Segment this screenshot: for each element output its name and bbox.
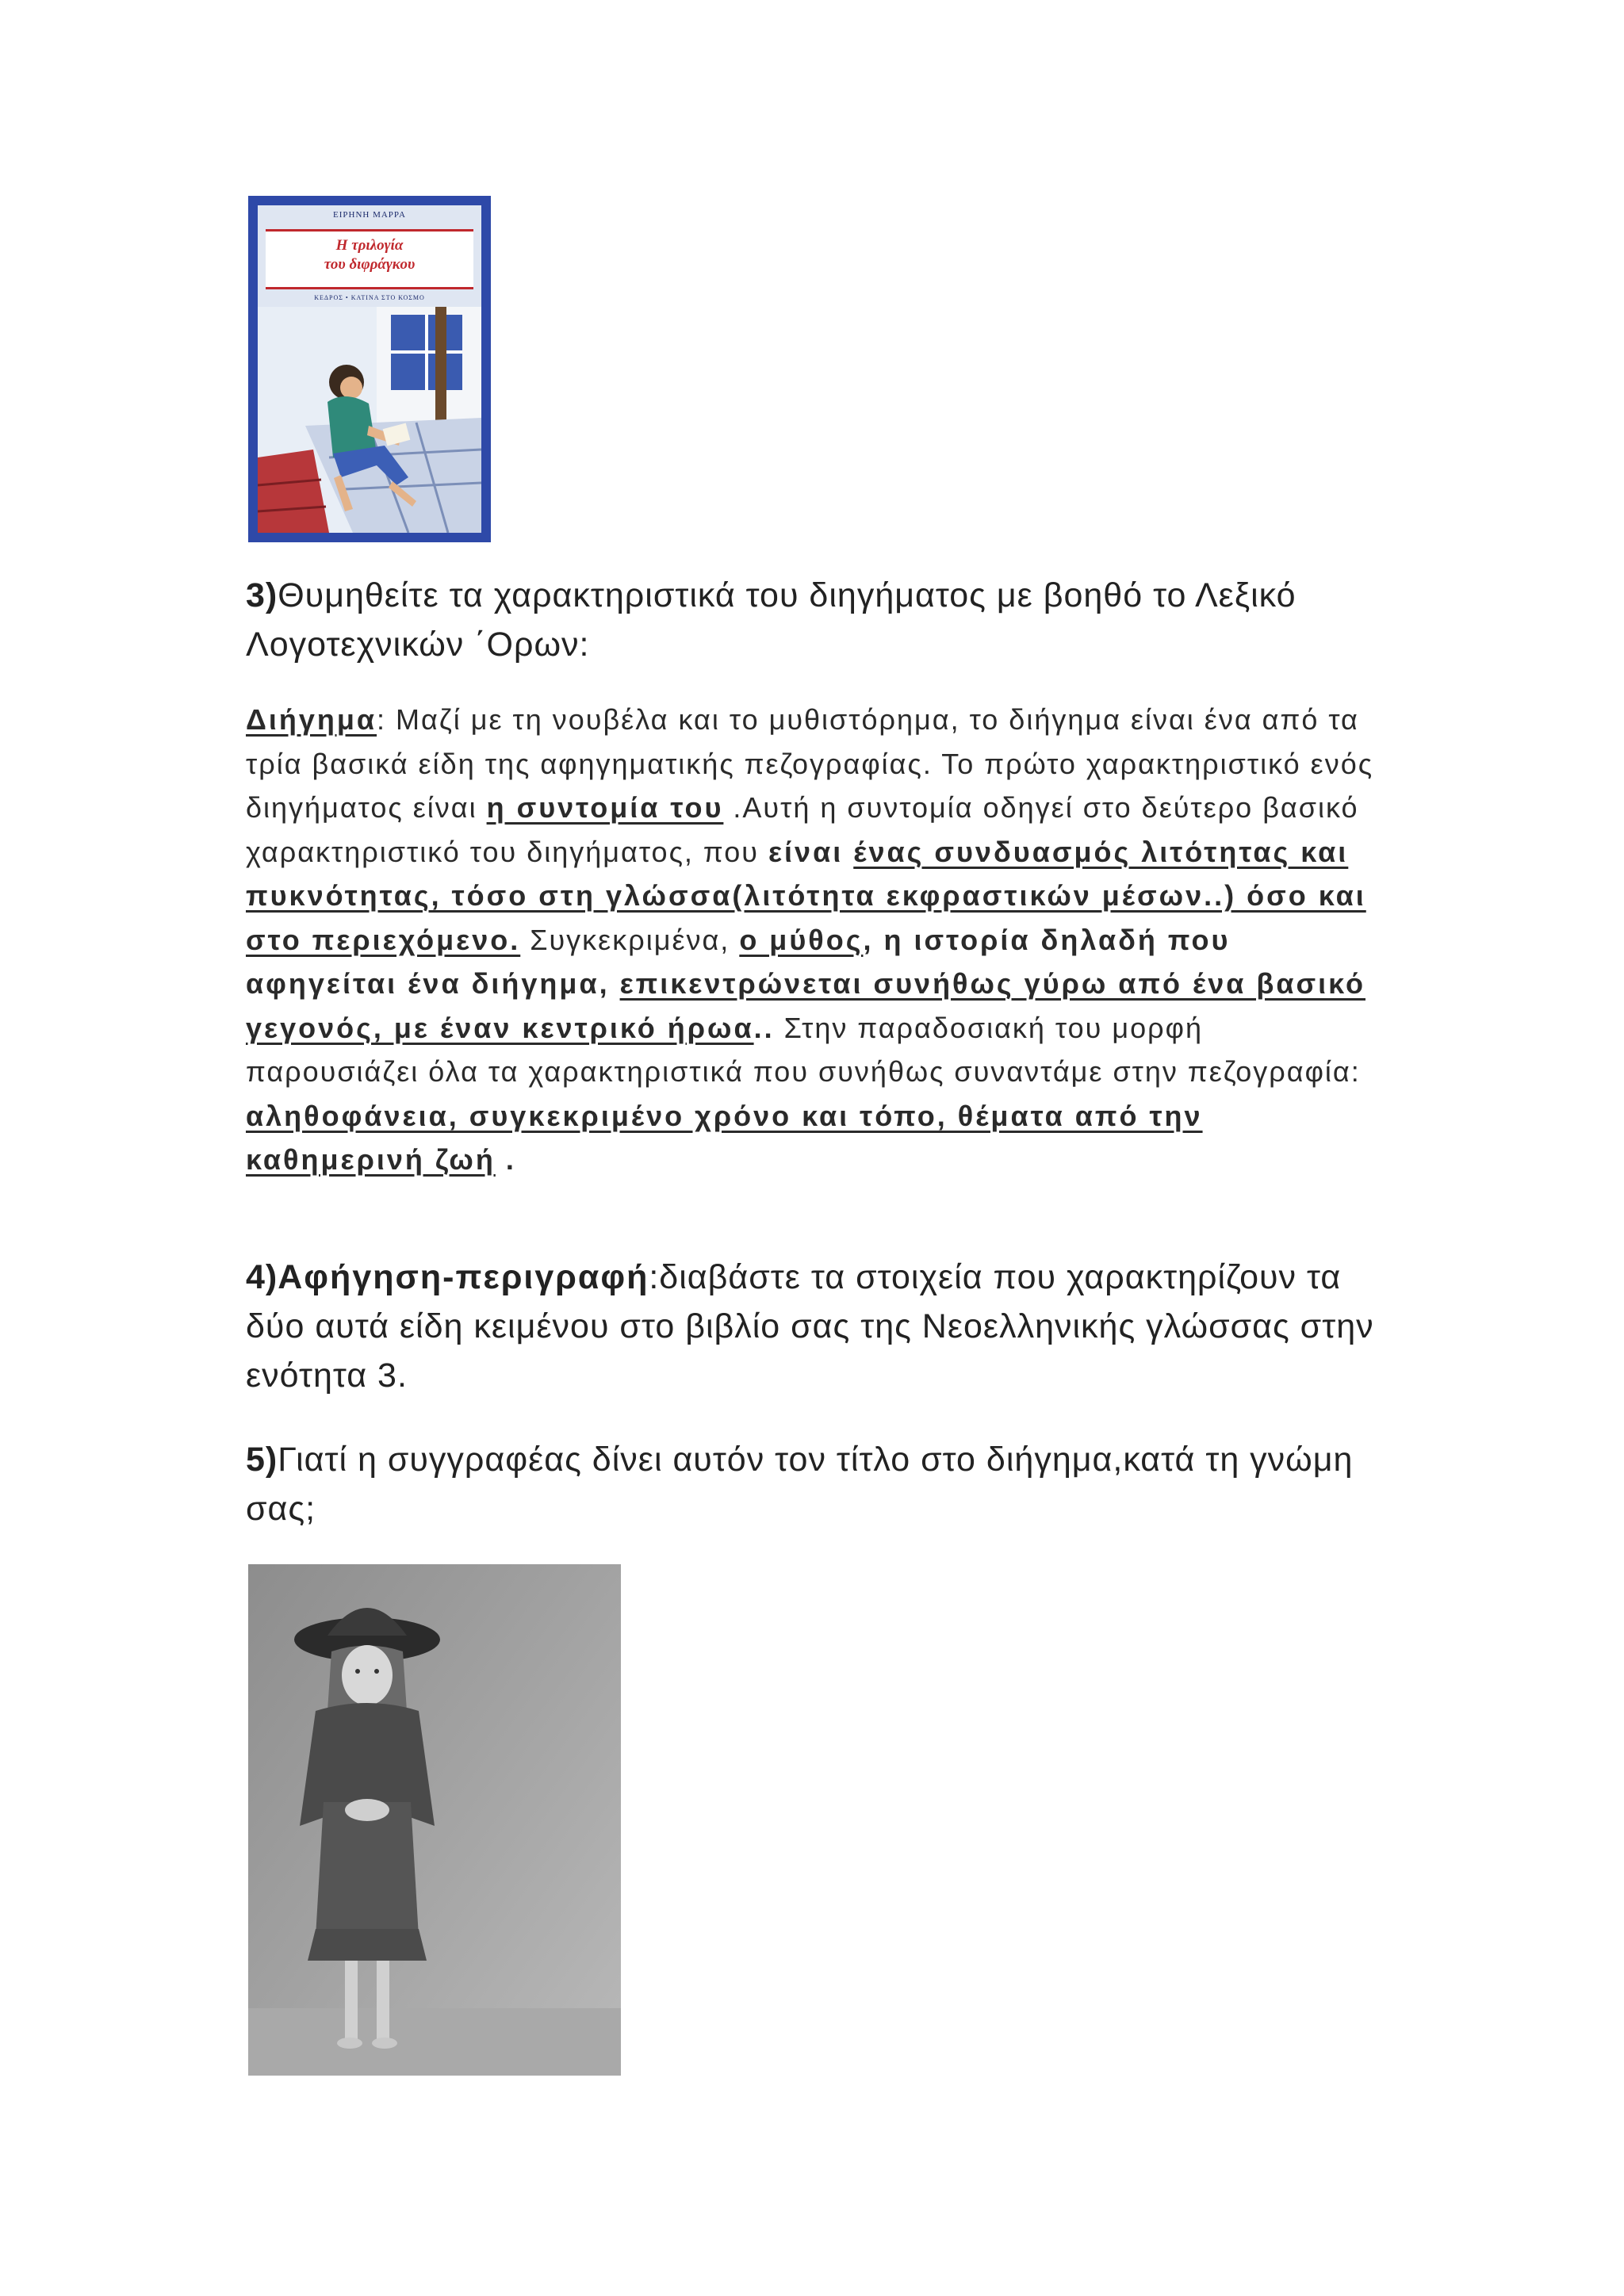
photograph-illustration	[248, 1564, 621, 2076]
definition-text-6: ..	[753, 1011, 775, 1044]
question-5-text: Γιατί η συγγραφέας δίνει αυτόν τον τίτλο στο διήγημα,κατά τη γνώμη σας;	[246, 1441, 1354, 1528]
cover-author: ΕΙΡΗΝΗ ΜΑΡΡΑ	[333, 210, 406, 220]
definition-highlight-plot: ο μύθος	[739, 923, 864, 956]
cover-publisher: ΚΕΔΡΟΣ • ΚΑΤΙΝΑ ΣΤΟ ΚΟΣΜΟ	[314, 294, 425, 301]
definition-text-7: Στην παραδοσιακή του μορφή παρουσιάζει όλα τα χαρακτηριστικά που συνήθως συναντάμε στην πεζογραφία:	[246, 1011, 1361, 1088]
cover-illustration	[258, 307, 481, 533]
definition-highlight-brevity: η συντομία του	[486, 791, 724, 824]
cover-title-box	[266, 229, 473, 289]
question-4	[246, 1253, 1388, 1400]
definition-text-4: Συγκεκριμένα,	[520, 923, 740, 956]
question-4-text: :διαβάστε τα στοιχεία που χαρακτηρίζουν τα δύο αυτά είδη κειμένου στο βιβλίο σας της Νεοελληνικής γλώσσας στην ενότητα 3.	[246, 1258, 1374, 1395]
definition-highlight-focus: επικεντρώνεται συνήθως γύρω από ένα βασικό γεγονός, με έναν κεντρικό ήρωα	[246, 967, 1365, 1044]
definition-term: Διήγημα	[246, 703, 377, 736]
book-cover-image	[248, 196, 491, 542]
question-4-number: 4)	[246, 1258, 278, 1296]
question-5	[246, 1435, 1388, 1533]
definition-text-1: : Μαζί με τη νουβέλα και το μυθιστόρημα, το διήγημα είναι ένα από τα τρία βασικά είδη της αφηγηματικής πεζογραφίας. Το πρώτο χαρακτηριστικό ενός διηγήματος είναι	[246, 703, 1374, 824]
book-cover-inner	[258, 205, 481, 533]
question-3-text: Θυμηθείτε τα χαρακτηριστικά του διηγήματος με βοηθό το Λεξικό Λογοτεχνικών ΄Ορων:	[246, 576, 1297, 664]
question-4-heading: Αφήγηση-περιγραφή	[278, 1258, 649, 1296]
question-5-number: 5)	[246, 1441, 278, 1479]
definition-text-3: είναι	[768, 835, 854, 868]
cover-title-line-1: Η τριλογία	[335, 237, 404, 254]
definition-paragraph	[246, 698, 1380, 1182]
definition-text-2: .Αυτή η συντομία οδηγεί στο δεύτερο βασικό χαρακτηριστικό του διηγήματος, που	[246, 791, 1359, 868]
definition-highlight-concision: ένας συνδυασμός λιτότητας και πυκνότητας, τόσο στη γλώσσα(λιτότητα εκφραστικών μέσων..) όσο και στο περιεχόμενο.	[246, 835, 1366, 956]
definition-text-5: , η ιστορία δηλαδή που αφηγείται ένα διήγημα,	[246, 923, 1231, 1000]
girl-photograph	[248, 1564, 621, 2076]
definition-text-8: .	[495, 1143, 516, 1176]
definition-highlight-realism: αληθοφάνεια, συγκεκριμένο χρόνο και τόπο, θέματα από την καθημερινή ζωή	[246, 1099, 1203, 1176]
question-3-number: 3)	[246, 576, 278, 614]
cover-title-line-2: του διφράγκου	[324, 256, 416, 273]
question-3	[246, 571, 1388, 669]
